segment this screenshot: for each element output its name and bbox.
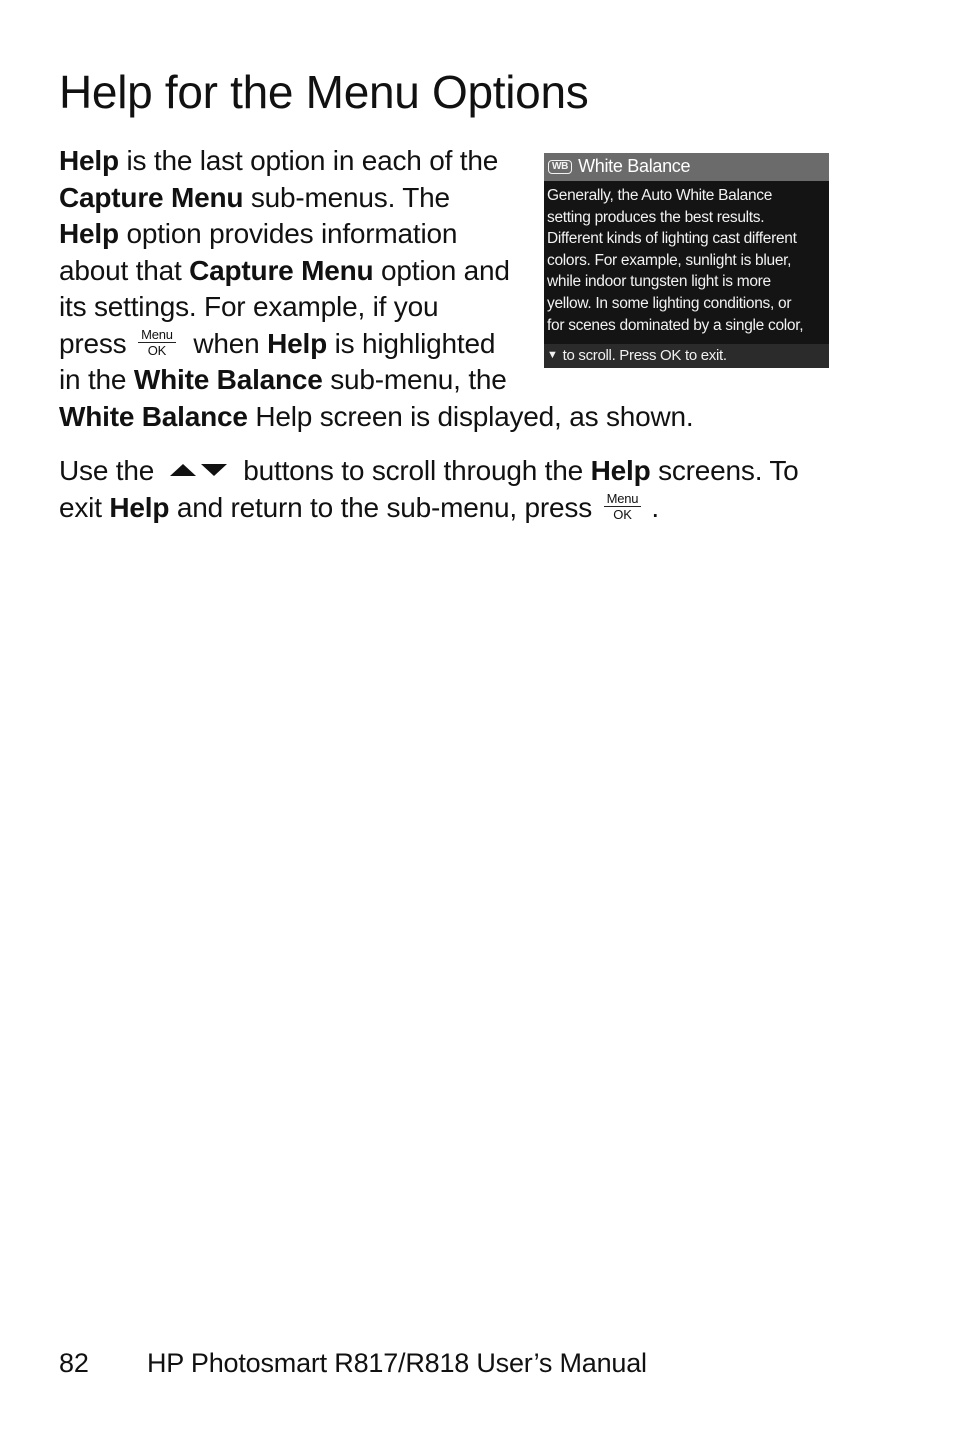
menu-label: Menu <box>138 328 176 343</box>
help-term: Help <box>59 145 119 176</box>
text-run: screens. To exit <box>59 455 799 523</box>
ok-label: OK <box>613 506 632 522</box>
menu-label: Menu <box>604 492 642 507</box>
help-line: while indoor tungsten light is more <box>547 273 771 291</box>
text-run: . <box>651 491 659 523</box>
screen-footer-text: to scroll. Press OK to exit. <box>562 347 727 365</box>
white-balance-term: White Balance <box>133 364 323 395</box>
screen-footer <box>544 344 829 368</box>
help-line: Generally, the Auto White Balance <box>547 187 773 204</box>
ok-label: OK <box>147 342 167 358</box>
help-line: colors. For example, sunlight is bluer, <box>547 251 792 269</box>
help-line: Different kinds of lighting cast different <box>547 230 797 248</box>
text-run: option provides information about that <box>59 218 458 286</box>
screen-header <box>544 153 829 181</box>
white-balance-icon: WB <box>548 160 572 174</box>
up-down-arrows-icon <box>170 462 228 478</box>
help-term: Help <box>590 455 651 486</box>
menu-ok-button-icon <box>138 328 176 357</box>
scroll-instructions-paragraph <box>59 453 839 526</box>
screen-title: White Balance <box>578 156 691 177</box>
text-run: sub-menus. The <box>243 181 450 213</box>
white-balance-help-screenshot <box>544 153 829 368</box>
help-line: for scenes dominated by a single color, <box>547 316 804 334</box>
help-term: Help <box>59 218 119 249</box>
text-run: option and its settings. For example, if you press <box>59 254 510 359</box>
screen-help-text <box>544 181 829 336</box>
text-run: Use the <box>59 455 162 486</box>
page-number: 82 <box>59 1348 89 1378</box>
menu-ok-button-icon <box>604 492 642 521</box>
page-title: Help for the Menu Options <box>59 66 589 118</box>
intro-paragraph <box>59 143 839 435</box>
help-line: setting produces the best results. <box>547 208 765 226</box>
text-run: buttons to scroll through the <box>235 455 591 486</box>
page-footer <box>59 1348 647 1379</box>
help-line: yellow. In some lighting conditions, or <box>547 294 792 312</box>
down-arrow-icon: ▼ <box>547 349 558 362</box>
text-run: and return to the sub-menu, press <box>169 491 600 523</box>
text-run: Help screen is displayed, as shown. <box>247 400 694 432</box>
text-run: sub-menu, the <box>322 364 507 395</box>
text-run: is highlighted in the <box>59 327 496 395</box>
text-run: when <box>185 327 268 359</box>
capture-menu-term: Capture Menu <box>189 254 374 286</box>
help-term: Help <box>109 491 170 523</box>
capture-menu-term: Capture Menu <box>59 181 244 213</box>
help-term: Help <box>267 327 327 359</box>
text-run: is the last option in each of the <box>118 145 499 176</box>
manual-title: HP Photosmart R817/R818 User’s Manual <box>147 1348 647 1378</box>
white-balance-term: White Balance <box>59 400 248 432</box>
